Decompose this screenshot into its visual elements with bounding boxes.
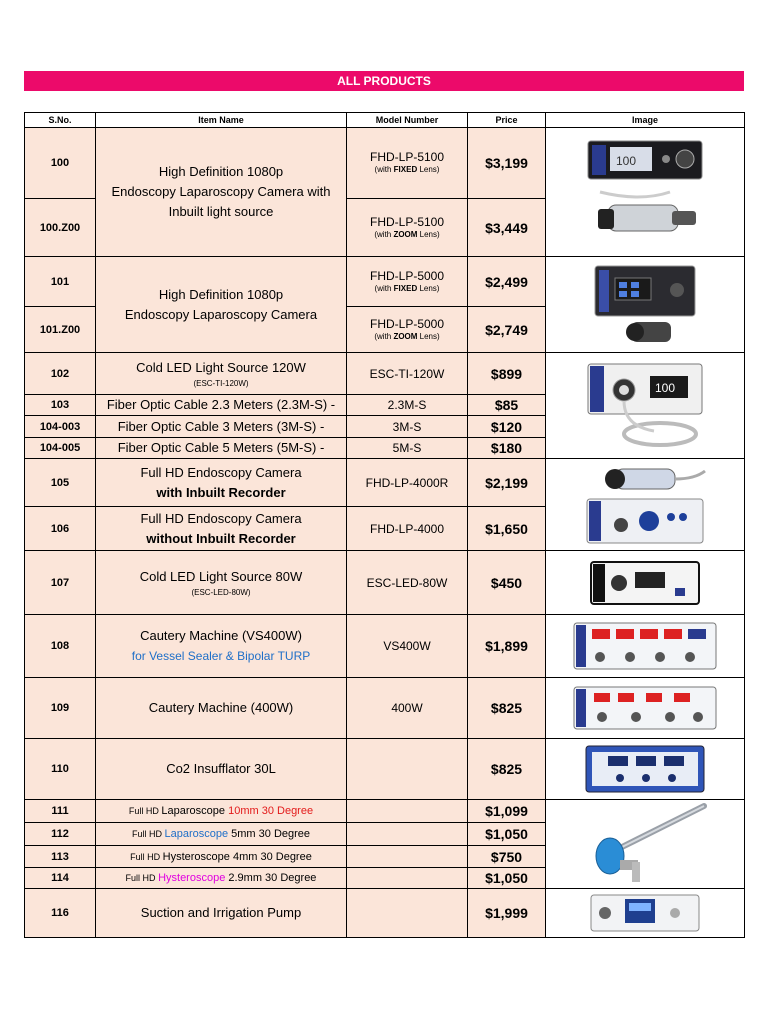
item-name-cell: Cautery Machine (400W) — [96, 678, 347, 739]
price-cell: $450 — [468, 551, 546, 615]
item-note: (ESC-LED-80W) — [191, 587, 251, 597]
price-cell: $1,999 — [468, 889, 546, 938]
sno-cell: 104-005 — [25, 438, 96, 459]
suction-pump-image — [546, 889, 745, 938]
price-cell: $1,050 — [468, 823, 546, 846]
table-row — [25, 739, 745, 800]
header-item-name: Item Name — [96, 113, 347, 128]
price-cell: $3,449 — [468, 199, 546, 257]
item-name-cell: Fiber Optic Cable 5 Meters (5M-S) - — [96, 438, 347, 459]
item-note: (ESC-TI-120W) — [193, 378, 249, 388]
table-row — [25, 257, 745, 307]
model-note: (with ZOOM Lens) — [374, 229, 440, 239]
item-line: without Inbuilt Recorder — [146, 530, 296, 546]
item-name-cell: Full HD Hysteroscope 2.9mm 30 Degree — [96, 868, 347, 889]
light-source-80w-image — [546, 551, 745, 615]
sno-cell: 105 — [25, 459, 96, 507]
item-name-cell: Full HD Laparoscope 5mm 30 Degree — [96, 823, 347, 846]
model-cell: FHD-LP-4000 — [347, 507, 468, 551]
item-name-cell — [96, 459, 347, 507]
item-line: Endoscopy Laparoscopy Camera with — [111, 184, 331, 199]
table-row — [25, 551, 745, 615]
price-cell: $2,499 — [468, 257, 546, 307]
item-line: for Vessel Sealer & Bipolar TURP — [131, 649, 311, 663]
price-cell: $1,899 — [468, 615, 546, 678]
sno-cell: 110 — [25, 739, 96, 800]
sno-cell: 103 — [25, 395, 96, 416]
sno-cell: 104-003 — [25, 416, 96, 438]
table-row — [25, 889, 745, 938]
price-cell: $825 — [468, 678, 546, 739]
sno-cell: 113 — [25, 846, 96, 868]
model-cell: ESC-LED-80W — [347, 551, 468, 615]
model-cell — [347, 868, 468, 889]
item-line: Endoscopy Laparoscopy Camera — [124, 306, 318, 322]
model-cell — [347, 800, 468, 823]
model-cell — [347, 257, 468, 307]
model-cell — [347, 128, 468, 199]
camera-system-5000-image — [546, 257, 745, 353]
model-cell: 3M-S — [347, 416, 468, 438]
sno-cell: 106 — [25, 507, 96, 551]
price-cell: $2,749 — [468, 307, 546, 353]
item-name-cell: Fiber Optic Cable 3 Meters (3M-S) - — [96, 416, 347, 438]
sno-cell: 114 — [25, 868, 96, 889]
svg-text:100: 100 — [655, 380, 676, 395]
price-cell: $1,099 — [468, 800, 546, 823]
cautery-400w-image — [546, 678, 745, 739]
price-cell: $1,050 — [468, 868, 546, 889]
item-line: with Inbuilt Recorder — [156, 484, 286, 500]
camera-4000-image — [546, 459, 745, 551]
item-name-cell — [96, 353, 347, 395]
table-row — [25, 800, 745, 823]
model-cell — [347, 739, 468, 800]
item-line: Inbuilt light source — [168, 204, 274, 219]
item-line: Cold LED Light Source 120W — [136, 359, 306, 375]
price-cell: $2,199 — [468, 459, 546, 507]
sno-cell: 100.Z00 — [25, 199, 96, 257]
header-model-number: Model Number — [347, 113, 468, 128]
model-cell: 5M-S — [347, 438, 468, 459]
table-row — [25, 128, 745, 199]
model-cell: FHD-LP-4000R — [347, 459, 468, 507]
model-cell: VS400W — [347, 615, 468, 678]
light-source-120w-image — [546, 353, 745, 459]
table-row — [25, 678, 745, 739]
price-cell: $825 — [468, 739, 546, 800]
model-cell — [347, 823, 468, 846]
sno-cell: 111 — [25, 800, 96, 823]
table-row — [25, 459, 745, 507]
item-name-cell: Co2 Insufflator 30L — [96, 739, 347, 800]
item-line: Cautery Machine (VS400W) — [140, 628, 302, 643]
table-row — [25, 615, 745, 678]
item-name-cell: Fiber Optic Cable 2.3 Meters (2.3M-S) - — [96, 395, 347, 416]
model-cell — [347, 199, 468, 257]
sno-cell: 101.Z00 — [25, 307, 96, 353]
model-number: FHD-LP-5000 — [369, 268, 445, 283]
price-cell: $3,199 — [468, 128, 546, 199]
sno-cell: 102 — [25, 353, 96, 395]
model-cell — [347, 307, 468, 353]
header-image: Image — [546, 113, 745, 128]
item-name-cell — [96, 551, 347, 615]
item-line: Full HD Endoscopy Camera — [140, 464, 302, 480]
table-row — [25, 353, 745, 395]
model-cell: 2.3M-S — [347, 395, 468, 416]
price-cell: $1,650 — [468, 507, 546, 551]
model-cell: ESC-TI-120W — [347, 353, 468, 395]
item-line: Cold LED Light Source 80W — [139, 568, 303, 584]
item-line: High Definition 1080p — [158, 164, 284, 179]
camera-system-5100-image — [546, 128, 745, 257]
sno-cell: 116 — [25, 889, 96, 938]
price-cell: $750 — [468, 846, 546, 868]
item-name-cell — [96, 257, 347, 353]
table-header-row — [25, 113, 745, 128]
item-name-cell — [96, 128, 347, 257]
sno-cell: 112 — [25, 823, 96, 846]
cautery-vs400w-image — [546, 615, 745, 678]
model-cell — [347, 846, 468, 868]
item-line: Full HD Endoscopy Camera — [140, 510, 302, 526]
model-note: (with FIXED Lens) — [374, 165, 440, 174]
model-cell: 400W — [347, 678, 468, 739]
sno-cell: 109 — [25, 678, 96, 739]
item-line: High Definition 1080p — [158, 286, 284, 302]
insufflator-image — [546, 739, 745, 800]
item-name-cell: Suction and Irrigation Pump — [96, 889, 347, 938]
header-price: Price — [468, 113, 546, 128]
price-cell: $180 — [468, 438, 546, 459]
scope-image — [546, 800, 745, 889]
sno-cell: 101 — [25, 257, 96, 307]
model-number: FHD-LP-5100 — [369, 150, 445, 164]
all-products-banner: ALL PRODUCTS — [24, 71, 744, 91]
price-cell: $120 — [468, 416, 546, 438]
item-name-cell: Full HD Laparoscope 10mm 30 Degree — [96, 800, 347, 823]
header-sno: S.No. — [25, 113, 96, 128]
item-name-cell — [96, 507, 347, 551]
products-table — [24, 112, 745, 938]
item-name-cell: Full HD Hysteroscope 4mm 30 Degree — [96, 846, 347, 868]
item-name-cell — [96, 615, 347, 678]
model-number: FHD-LP-5000 — [369, 316, 445, 331]
sno-cell: 100 — [25, 128, 96, 199]
model-cell — [347, 889, 468, 938]
model-number: FHD-LP-5100 — [369, 214, 445, 229]
price-cell: $899 — [468, 353, 546, 395]
sno-cell: 107 — [25, 551, 96, 615]
model-note: (with FIXED Lens) — [374, 283, 440, 293]
svg-text:100: 100 — [616, 154, 637, 168]
sno-cell: 108 — [25, 615, 96, 678]
model-note: (with ZOOM Lens) — [374, 331, 440, 341]
price-cell: $85 — [468, 395, 546, 416]
